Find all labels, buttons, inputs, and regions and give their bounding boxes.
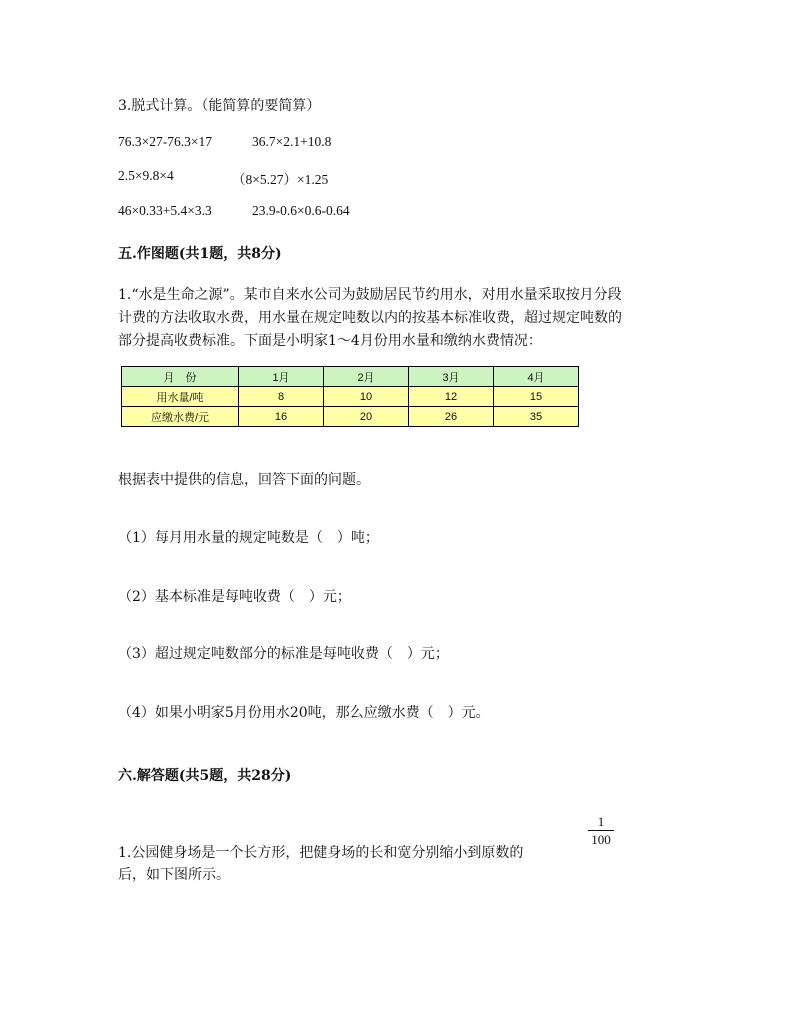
row-label-usage: 用水量/吨	[122, 387, 239, 407]
problem6-line-1: 1.公园健身场是一个长方形，把健身场的长和宽分别缩小到原数的	[118, 845, 524, 861]
fraction-numerator: 1	[597, 814, 605, 829]
table-header-row	[122, 367, 579, 387]
expr-2: 36.7×2.1+10.8	[252, 134, 332, 149]
section6-heading: 六.解答题(共5题，共28分)	[118, 768, 292, 784]
table-cell: 10	[324, 387, 409, 407]
table-cell: 8	[239, 387, 324, 407]
row-label-fee: 应缴水费/元	[122, 407, 239, 427]
header-cell-month: 月 份	[122, 367, 239, 387]
header-cell-apr: 4月	[494, 367, 579, 387]
question-3: （3）超过规定吨数部分的标准是每吨收费（ ）元；	[118, 646, 449, 662]
section5-heading: 五.作图题(共1题，共8分)	[118, 246, 282, 262]
problem6-line-2: 后，如下图所示。	[118, 867, 230, 883]
fraction-denominator: 100	[591, 832, 611, 847]
header-cell-feb: 2月	[324, 367, 409, 387]
expr-6: 23.9-0.6×0.6-0.64	[252, 203, 350, 218]
table-cell: 26	[409, 407, 494, 427]
problem5-line-1: 1.“水是生命之源”。某市自来水公司为鼓励居民节约用水，对用水量采取按月分段	[118, 287, 622, 303]
fraction-one-hundredth	[588, 815, 614, 847]
header-cell-mar: 3月	[409, 367, 494, 387]
table-cell: 16	[239, 407, 324, 427]
question-4: （4）如果小明家5月份用水20吨，那么应缴水费（ ）元。	[118, 705, 490, 721]
problem5-line-3: 部分提高收费标准。下面是小明家1～4月份用水量和缴纳水费情况：	[118, 333, 542, 349]
fraction-bar	[588, 830, 614, 831]
table-row	[122, 407, 579, 427]
expr-3: 2.5×9.8×4	[118, 168, 174, 183]
table-cell: 20	[324, 407, 409, 427]
table-cell: 12	[409, 387, 494, 407]
question-1: （1）每月用水量的规定吨数是（ ）吨；	[118, 530, 379, 546]
table-cell: 15	[494, 387, 579, 407]
header-cell-jan: 1月	[239, 367, 324, 387]
water-usage-table	[121, 366, 579, 427]
expr-5: 46×0.33+5.4×3.3	[118, 203, 212, 218]
table-intro: 根据表中提供的信息，回答下面的问题。	[118, 472, 370, 488]
table-row	[122, 387, 579, 407]
section3-title: 3.脱式计算。（能简算的要简算）	[118, 98, 321, 114]
expr-4: （8×5.27）×1.25	[232, 172, 329, 187]
expr-1: 76.3×27-76.3×17	[118, 134, 212, 149]
problem5-line-2: 计费的方法收取水费，用水量在规定吨数以内的按基本标准收费，超过规定吨数的	[118, 310, 622, 326]
question-2: （2）基本标准是每吨收费（ ）元；	[118, 589, 351, 605]
table-cell: 35	[494, 407, 579, 427]
